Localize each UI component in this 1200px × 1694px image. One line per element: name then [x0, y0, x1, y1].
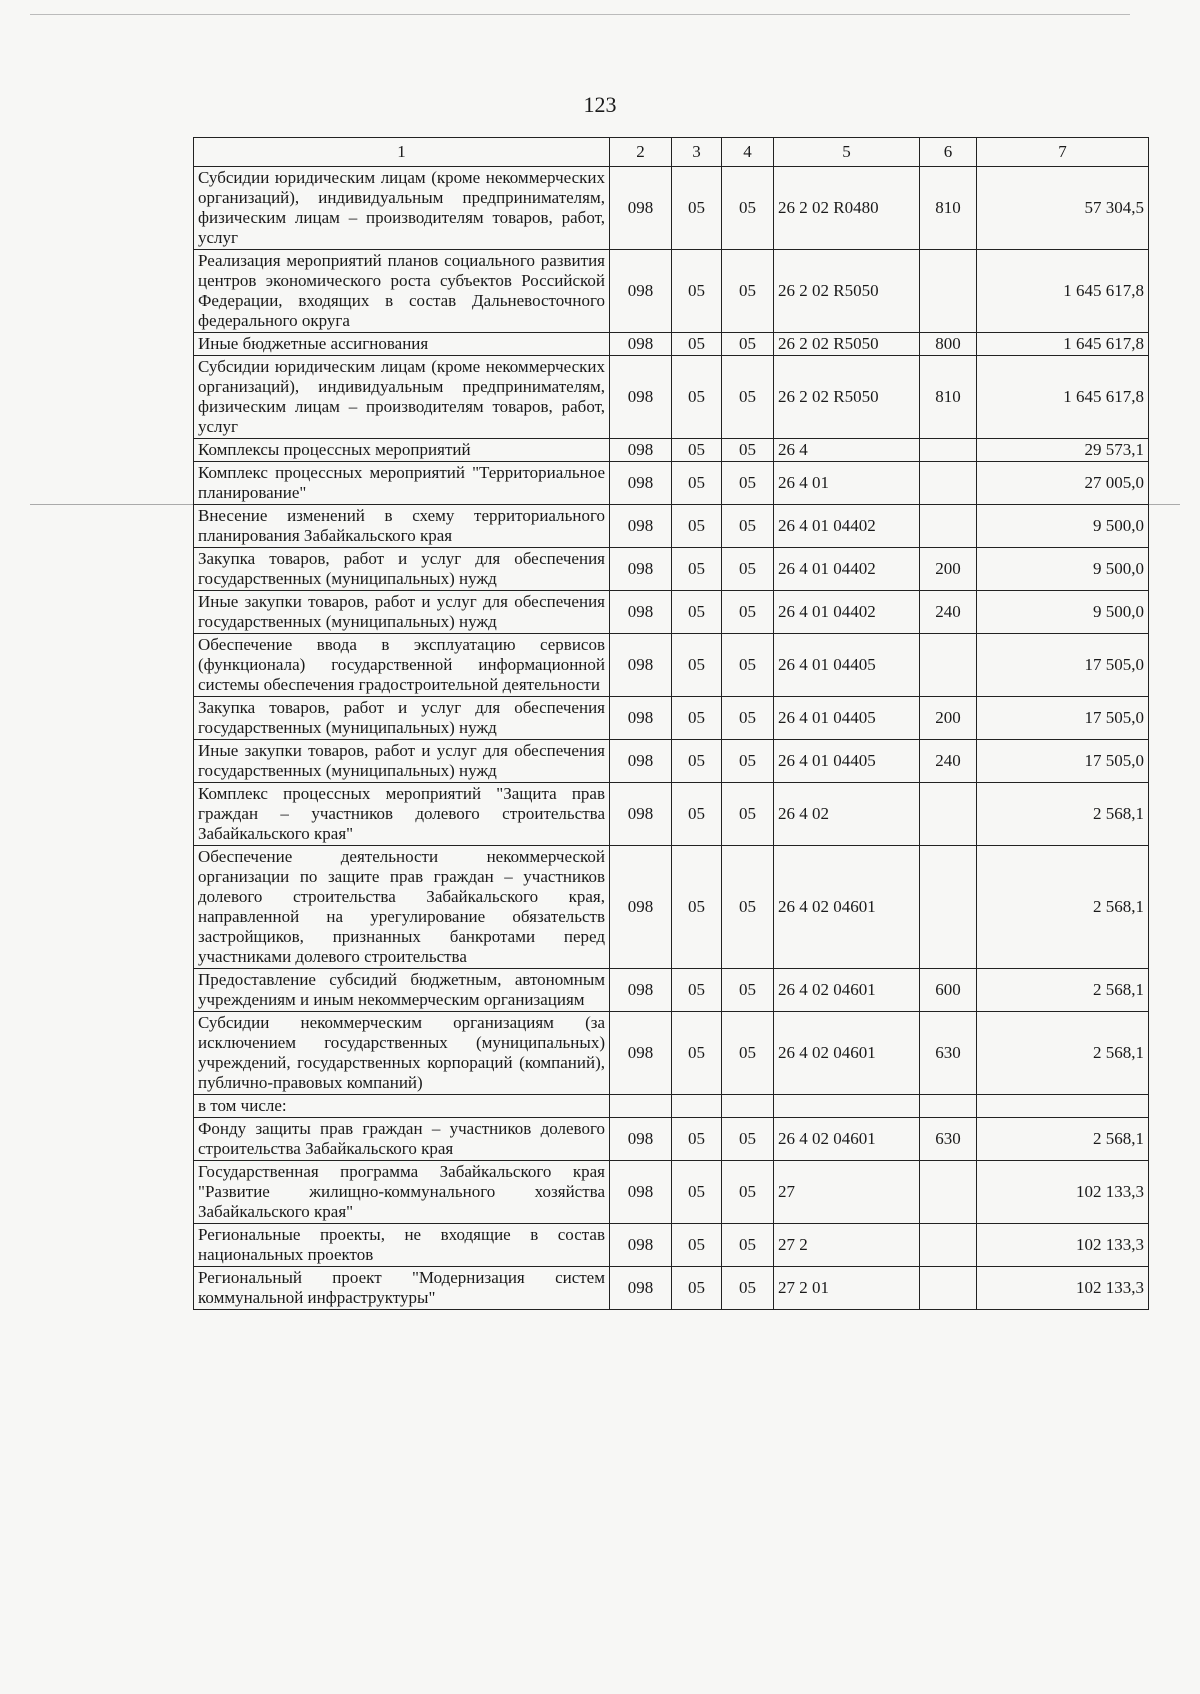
table-row — [194, 846, 1149, 969]
target-article-code: 26 4 01 — [774, 462, 920, 505]
amount: 17 505,0 — [977, 697, 1149, 740]
target-article-code: 26 2 02 R5050 — [774, 250, 920, 333]
department-code: 098 — [610, 462, 672, 505]
table-header-row — [194, 138, 1149, 167]
row-name: Комплексы процессных мероприятий — [194, 439, 610, 462]
expense-type-code — [920, 1095, 977, 1118]
department-code: 098 — [610, 1118, 672, 1161]
section-code: 05 — [672, 1118, 722, 1161]
section-code: 05 — [672, 167, 722, 250]
expense-type-code: 240 — [920, 740, 977, 783]
table-row — [194, 783, 1149, 846]
expense-type-code — [920, 250, 977, 333]
section-code: 05 — [672, 591, 722, 634]
department-code: 098 — [610, 634, 672, 697]
department-code: 098 — [610, 548, 672, 591]
table-row — [194, 333, 1149, 356]
amount: 1 645 617,8 — [977, 356, 1149, 439]
target-article-code: 27 2 01 — [774, 1267, 920, 1310]
expense-type-code — [920, 846, 977, 969]
table-row — [194, 1095, 1149, 1118]
expense-type-code — [920, 439, 977, 462]
target-article-code: 26 4 01 04402 — [774, 505, 920, 548]
table-row — [194, 505, 1149, 548]
subsection-code: 05 — [722, 1161, 774, 1224]
expense-type-code — [920, 1224, 977, 1267]
amount: 17 505,0 — [977, 740, 1149, 783]
expense-type-code — [920, 634, 977, 697]
subsection-code: 05 — [722, 505, 774, 548]
table-row — [194, 969, 1149, 1012]
department-code: 098 — [610, 697, 672, 740]
expense-type-code: 200 — [920, 548, 977, 591]
table-row — [194, 740, 1149, 783]
department-code: 098 — [610, 505, 672, 548]
column-header-7: 7 — [977, 138, 1149, 167]
row-name: Иные закупки товаров, работ и услуг для обеспечения государственных (муниципальных) нужд — [194, 740, 610, 783]
department-code: 098 — [610, 250, 672, 333]
amount: 9 500,0 — [977, 591, 1149, 634]
row-name: Фонду защиты прав граждан – участников долевого строительства Забайкальского края — [194, 1118, 610, 1161]
subsection-code: 05 — [722, 167, 774, 250]
column-header-3: 3 — [672, 138, 722, 167]
target-article-code: 26 4 — [774, 439, 920, 462]
amount: 29 573,1 — [977, 439, 1149, 462]
section-code: 05 — [672, 1224, 722, 1267]
column-header-4: 4 — [722, 138, 774, 167]
amount: 2 568,1 — [977, 969, 1149, 1012]
table-row — [194, 1012, 1149, 1095]
subsection-code: 05 — [722, 356, 774, 439]
section-code: 05 — [672, 439, 722, 462]
table-row — [194, 356, 1149, 439]
expense-type-code — [920, 505, 977, 548]
expense-type-code: 810 — [920, 356, 977, 439]
amount: 102 133,3 — [977, 1267, 1149, 1310]
department-code: 098 — [610, 167, 672, 250]
row-name: Региональный проект "Модернизация систем коммунальной инфраструктуры" — [194, 1267, 610, 1310]
row-name: в том числе: — [194, 1095, 610, 1118]
table-row — [194, 1267, 1149, 1310]
subsection-code: 05 — [722, 697, 774, 740]
table-row — [194, 167, 1149, 250]
subsection-code: 05 — [722, 634, 774, 697]
expense-type-code: 600 — [920, 969, 977, 1012]
target-article-code: 26 4 02 04601 — [774, 969, 920, 1012]
row-name: Закупка товаров, работ и услуг для обеспечения государственных (муниципальных) нужд — [194, 697, 610, 740]
table-row — [194, 1161, 1149, 1224]
table-row — [194, 548, 1149, 591]
section-code: 05 — [672, 1161, 722, 1224]
department-code: 098 — [610, 439, 672, 462]
subsection-code: 05 — [722, 1224, 774, 1267]
target-article-code: 27 2 — [774, 1224, 920, 1267]
target-article-code: 26 4 01 04405 — [774, 697, 920, 740]
row-name: Реализация мероприятий планов социального развития центров экономического роста субъектов Российской Федерации, входящих в состав Дальневосточного федерального округа — [194, 250, 610, 333]
amount: 1 645 617,8 — [977, 250, 1149, 333]
expense-type-code: 630 — [920, 1118, 977, 1161]
section-code: 05 — [672, 1267, 722, 1310]
amount: 9 500,0 — [977, 548, 1149, 591]
subsection-code: 05 — [722, 439, 774, 462]
row-name: Субсидии некоммерческим организациям (за исключением государственных (муниципальных) учреждений, государственных корпораций (компаний), публично-правовых компаний) — [194, 1012, 610, 1095]
column-header-5: 5 — [774, 138, 920, 167]
amount: 17 505,0 — [977, 634, 1149, 697]
column-header-6: 6 — [920, 138, 977, 167]
row-name: Комплекс процессных мероприятий "Территориальное планирование" — [194, 462, 610, 505]
expense-type-code — [920, 1161, 977, 1224]
table-row — [194, 1224, 1149, 1267]
table-row — [194, 634, 1149, 697]
amount: 9 500,0 — [977, 505, 1149, 548]
target-article-code: 26 4 01 04402 — [774, 548, 920, 591]
table-row — [194, 462, 1149, 505]
budget-table — [193, 137, 1149, 1310]
section-code: 05 — [672, 333, 722, 356]
row-name: Предоставление субсидий бюджетным, автономным учреждениям и иным некоммерческим организациям — [194, 969, 610, 1012]
department-code: 098 — [610, 1224, 672, 1267]
section-code: 05 — [672, 740, 722, 783]
row-name: Иные закупки товаров, работ и услуг для обеспечения государственных (муниципальных) нужд — [194, 591, 610, 634]
target-article-code: 26 2 02 R5050 — [774, 356, 920, 439]
department-code: 098 — [610, 333, 672, 356]
row-name: Комплекс процессных мероприятий "Защита прав граждан – участников долевого строительства Забайкальского края" — [194, 783, 610, 846]
target-article-code: 26 4 02 04601 — [774, 846, 920, 969]
section-code: 05 — [672, 462, 722, 505]
subsection-code — [722, 1095, 774, 1118]
target-article-code: 26 4 02 04601 — [774, 1012, 920, 1095]
department-code: 098 — [610, 591, 672, 634]
expense-type-code: 810 — [920, 167, 977, 250]
target-article-code: 26 4 01 04405 — [774, 634, 920, 697]
row-name: Субсидии юридическим лицам (кроме некоммерческих организаций), индивидуальным предпринимателям, физическим лицам – производителям товаров, работ, услуг — [194, 356, 610, 439]
section-code: 05 — [672, 697, 722, 740]
amount: 27 005,0 — [977, 462, 1149, 505]
subsection-code: 05 — [722, 969, 774, 1012]
expense-type-code: 200 — [920, 697, 977, 740]
expense-type-code: 240 — [920, 591, 977, 634]
target-article-code: 26 4 01 04402 — [774, 591, 920, 634]
section-code — [672, 1095, 722, 1118]
column-header-1: 1 — [194, 138, 610, 167]
department-code: 098 — [610, 1012, 672, 1095]
section-code: 05 — [672, 250, 722, 333]
page-number: 123 — [583, 92, 617, 117]
subsection-code: 05 — [722, 846, 774, 969]
amount: 2 568,1 — [977, 783, 1149, 846]
target-article-code: 26 2 02 R5050 — [774, 333, 920, 356]
target-article-code: 27 — [774, 1161, 920, 1224]
department-code: 098 — [610, 1161, 672, 1224]
amount: 2 568,1 — [977, 1118, 1149, 1161]
expense-type-code: 630 — [920, 1012, 977, 1095]
target-article-code: 26 4 02 04601 — [774, 1118, 920, 1161]
table-row — [194, 1118, 1149, 1161]
department-code: 098 — [610, 846, 672, 969]
amount: 1 645 617,8 — [977, 333, 1149, 356]
amount: 102 133,3 — [977, 1224, 1149, 1267]
row-name: Иные бюджетные ассигнования — [194, 333, 610, 356]
department-code: 098 — [610, 740, 672, 783]
section-code: 05 — [672, 1012, 722, 1095]
expense-type-code — [920, 462, 977, 505]
subsection-code: 05 — [722, 591, 774, 634]
amount: 102 133,3 — [977, 1161, 1149, 1224]
department-code: 098 — [610, 783, 672, 846]
subsection-code: 05 — [722, 462, 774, 505]
row-name: Обеспечение деятельности некоммерческой организации по защите прав граждан – участников долевого строительства Забайкальского края, направленной на урегулирование обязательств застройщиков, признанных банкротами перед участниками долевого строительства — [194, 846, 610, 969]
row-name: Региональные проекты, не входящие в состав национальных проектов — [194, 1224, 610, 1267]
section-code: 05 — [672, 356, 722, 439]
table-row — [194, 591, 1149, 634]
target-article-code — [774, 1095, 920, 1118]
subsection-code: 05 — [722, 1118, 774, 1161]
table-row — [194, 250, 1149, 333]
row-name: Обеспечение ввода в эксплуатацию сервисов (функционала) государственной информационной системы обеспечения градостроительной деятельности — [194, 634, 610, 697]
department-code: 098 — [610, 356, 672, 439]
section-code: 05 — [672, 634, 722, 697]
subsection-code: 05 — [722, 1012, 774, 1095]
department-code: 098 — [610, 1267, 672, 1310]
row-name: Закупка товаров, работ и услуг для обеспечения государственных (муниципальных) нужд — [194, 548, 610, 591]
column-header-2: 2 — [610, 138, 672, 167]
subsection-code: 05 — [722, 333, 774, 356]
amount: 57 304,5 — [977, 167, 1149, 250]
amount — [977, 1095, 1149, 1118]
subsection-code: 05 — [722, 740, 774, 783]
section-code: 05 — [672, 969, 722, 1012]
row-name: Субсидии юридическим лицам (кроме некоммерческих организаций), индивидуальным предпринимателям, физическим лицам – производителям товаров, работ, услуг — [194, 167, 610, 250]
amount: 2 568,1 — [977, 1012, 1149, 1095]
section-code: 05 — [672, 783, 722, 846]
expense-type-code — [920, 783, 977, 846]
section-code: 05 — [672, 846, 722, 969]
row-name: Государственная программа Забайкальского края "Развитие жилищно-коммунального хозяйства Забайкальского края" — [194, 1161, 610, 1224]
department-code — [610, 1095, 672, 1118]
section-code: 05 — [672, 548, 722, 591]
target-article-code: 26 2 02 R0480 — [774, 167, 920, 250]
amount: 2 568,1 — [977, 846, 1149, 969]
section-code: 05 — [672, 505, 722, 548]
subsection-code: 05 — [722, 1267, 774, 1310]
subsection-code: 05 — [722, 250, 774, 333]
department-code: 098 — [610, 969, 672, 1012]
row-name: Внесение изменений в схему территориального планирования Забайкальского края — [194, 505, 610, 548]
expense-type-code: 800 — [920, 333, 977, 356]
subsection-code: 05 — [722, 548, 774, 591]
subsection-code: 05 — [722, 783, 774, 846]
target-article-code: 26 4 01 04405 — [774, 740, 920, 783]
table-row — [194, 439, 1149, 462]
table-row — [194, 697, 1149, 740]
target-article-code: 26 4 02 — [774, 783, 920, 846]
expense-type-code — [920, 1267, 977, 1310]
